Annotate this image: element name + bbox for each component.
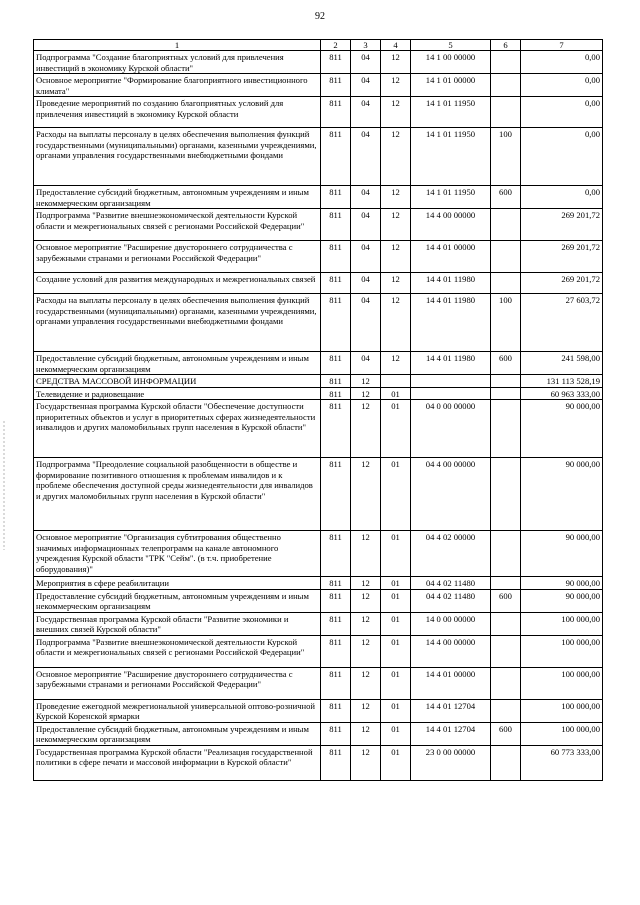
row-section-cell: 04 bbox=[351, 273, 381, 294]
table-row bbox=[34, 186, 603, 209]
row-amount-cell: 269 201,72 bbox=[521, 209, 603, 241]
row-expense-type-cell bbox=[491, 667, 521, 699]
row-expense-type-cell bbox=[491, 375, 521, 388]
row-expense-type-cell bbox=[491, 273, 521, 294]
header-cell: 2 bbox=[321, 40, 351, 51]
row-target-article-cell: 14 4 00 00000 bbox=[411, 209, 491, 241]
table-row bbox=[34, 375, 603, 388]
budget-table bbox=[33, 39, 603, 781]
row-code-cell: 811 bbox=[321, 273, 351, 294]
row-expense-type-cell bbox=[491, 51, 521, 74]
row-expense-type-cell bbox=[491, 97, 521, 128]
row-code-cell: 811 bbox=[321, 612, 351, 635]
row-code-cell: 811 bbox=[321, 400, 351, 458]
header-cell: 6 bbox=[491, 40, 521, 51]
row-expense-type-cell bbox=[491, 635, 521, 667]
row-subsection-cell: 12 bbox=[381, 241, 411, 273]
row-subsection-cell: 12 bbox=[381, 294, 411, 352]
row-code-cell: 811 bbox=[321, 51, 351, 74]
row-code-cell: 811 bbox=[321, 128, 351, 186]
row-section-cell: 04 bbox=[351, 209, 381, 241]
table-row bbox=[34, 51, 603, 74]
row-target-article-cell: 14 4 01 12704 bbox=[411, 699, 491, 722]
row-target-article-cell: 14 4 01 00000 bbox=[411, 667, 491, 699]
row-amount-cell: 241 598,00 bbox=[521, 352, 603, 375]
header-cell: 1 bbox=[34, 40, 321, 51]
row-target-article-cell bbox=[411, 387, 491, 400]
row-name-cell: Основное мероприятие "Расширение двустороннего сотрудничества с зарубежными странами и регионами Российской Федерации" bbox=[34, 667, 321, 699]
row-name-cell: Предоставление субсидий бюджетным, автономным учреждениям и иным некоммерческим организациям bbox=[34, 589, 321, 612]
row-subsection-cell: 01 bbox=[381, 699, 411, 722]
row-code-cell: 811 bbox=[321, 241, 351, 273]
row-target-article-cell: 14 1 01 11950 bbox=[411, 97, 491, 128]
row-target-article-cell: 14 0 00 00000 bbox=[411, 612, 491, 635]
row-name-cell: Государственная программа Курской области "Развитие экономики и внешних связей Курской области" bbox=[34, 612, 321, 635]
row-name-cell: Предоставление субсидий бюджетным, автономным учреждениям и иным некоммерческим организациям bbox=[34, 352, 321, 375]
row-subsection-cell: 12 bbox=[381, 186, 411, 209]
header-cell: 5 bbox=[411, 40, 491, 51]
row-target-article-cell: 04 4 02 00000 bbox=[411, 531, 491, 577]
row-section-cell: 04 bbox=[351, 97, 381, 128]
row-section-cell: 04 bbox=[351, 186, 381, 209]
table-row bbox=[34, 667, 603, 699]
row-name-cell: Подпрограмма "Развитие внешнеэкономической деятельности Курской области и межрегиональных связей с регионами Российской Федерации" bbox=[34, 209, 321, 241]
row-name-cell: Подпрограмма "Преодоление социальной разобщенности в обществе и формирование позитивного отношения к проблемам инвалидов и к проблеме обеспечения доступной среды жизнедеятельности для инвалидов и других маломобильных групп населения в Курской области" bbox=[34, 458, 321, 531]
row-target-article-cell: 04 4 02 11480 bbox=[411, 589, 491, 612]
row-expense-type-cell bbox=[491, 400, 521, 458]
row-amount-cell: 90 000,00 bbox=[521, 400, 603, 458]
row-code-cell: 811 bbox=[321, 97, 351, 128]
row-amount-cell: 0,00 bbox=[521, 186, 603, 209]
row-code-cell: 811 bbox=[321, 577, 351, 590]
row-section-cell: 12 bbox=[351, 612, 381, 635]
row-section-cell: 12 bbox=[351, 531, 381, 577]
row-subsection-cell: 01 bbox=[381, 635, 411, 667]
row-target-article-cell: 14 4 01 00000 bbox=[411, 241, 491, 273]
row-amount-cell: 269 201,72 bbox=[521, 273, 603, 294]
row-name-cell: Подпрограмма "Развитие внешнеэкономической деятельности Курской области и межрегиональных связей с регионами Российской Федерации" bbox=[34, 635, 321, 667]
table-row bbox=[34, 400, 603, 458]
row-expense-type-cell bbox=[491, 745, 521, 780]
row-name-cell: Телевидение и радиовещание bbox=[34, 387, 321, 400]
row-name-cell: Государственная программа Курской области "Реализация государственной политики в сфере печати и массовой информации в Курской области" bbox=[34, 745, 321, 780]
table-row bbox=[34, 97, 603, 128]
row-name-cell: Государственная программа Курской области "Обеспечение доступности приоритетных объектов и услуг в приоритетных сферах жизнедеятельности инвалидов и других маломобильных групп населения в Курской области" bbox=[34, 400, 321, 458]
row-target-article-cell: 14 4 01 11980 bbox=[411, 352, 491, 375]
row-subsection-cell: 12 bbox=[381, 209, 411, 241]
row-code-cell: 811 bbox=[321, 387, 351, 400]
row-subsection-cell: 01 bbox=[381, 745, 411, 780]
row-amount-cell: 100 000,00 bbox=[521, 667, 603, 699]
row-subsection-cell: 01 bbox=[381, 577, 411, 590]
table-row bbox=[34, 458, 603, 531]
row-code-cell: 811 bbox=[321, 722, 351, 745]
row-expense-type-cell bbox=[491, 209, 521, 241]
row-name-cell: Основное мероприятие "Формирование благоприятного инвестиционного климата" bbox=[34, 74, 321, 97]
row-subsection-cell: 12 bbox=[381, 97, 411, 128]
table-row bbox=[34, 241, 603, 273]
row-expense-type-cell bbox=[491, 458, 521, 531]
row-name-cell: Основное мероприятие "Расширение двустороннего сотрудничества с зарубежными странами и регионами Российской Федерации" bbox=[34, 241, 321, 273]
row-subsection-cell: 12 bbox=[381, 273, 411, 294]
row-expense-type-cell: 600 bbox=[491, 352, 521, 375]
row-target-article-cell: 14 4 00 00000 bbox=[411, 635, 491, 667]
row-amount-cell: 0,00 bbox=[521, 128, 603, 186]
row-section-cell: 04 bbox=[351, 294, 381, 352]
row-subsection-cell: 01 bbox=[381, 589, 411, 612]
row-code-cell: 811 bbox=[321, 375, 351, 388]
row-code-cell: 811 bbox=[321, 209, 351, 241]
row-target-article-cell: 14 4 01 11980 bbox=[411, 294, 491, 352]
row-section-cell: 12 bbox=[351, 589, 381, 612]
row-section-cell: 12 bbox=[351, 375, 381, 388]
row-amount-cell: 90 000,00 bbox=[521, 589, 603, 612]
row-section-cell: 12 bbox=[351, 667, 381, 699]
row-amount-cell: 100 000,00 bbox=[521, 612, 603, 635]
row-subsection-cell: 01 bbox=[381, 531, 411, 577]
row-section-cell: 04 bbox=[351, 74, 381, 97]
row-subsection-cell: 01 bbox=[381, 387, 411, 400]
row-name-cell: Расходы на выплаты персоналу в целях обеспечения выполнения функций государственными (муниципальными) органами, казенными учреждениями, органами управления государственными внебюджетными фондами bbox=[34, 294, 321, 352]
row-code-cell: 811 bbox=[321, 745, 351, 780]
row-amount-cell: 269 201,72 bbox=[521, 241, 603, 273]
row-name-cell: Мероприятия в сфере реабилитации bbox=[34, 577, 321, 590]
row-target-article-cell: 14 1 01 11950 bbox=[411, 186, 491, 209]
row-target-article-cell: 14 4 01 11980 bbox=[411, 273, 491, 294]
table-row bbox=[34, 294, 603, 352]
row-expense-type-cell bbox=[491, 612, 521, 635]
row-code-cell: 811 bbox=[321, 294, 351, 352]
row-name-cell: Предоставление субсидий бюджетным, автономным учреждениям и иным некоммерческим организациям bbox=[34, 722, 321, 745]
table-row bbox=[34, 531, 603, 577]
row-expense-type-cell: 600 bbox=[491, 722, 521, 745]
row-section-cell: 12 bbox=[351, 387, 381, 400]
row-expense-type-cell bbox=[491, 699, 521, 722]
row-code-cell: 811 bbox=[321, 667, 351, 699]
table-row bbox=[34, 387, 603, 400]
row-target-article-cell: 14 1 01 00000 bbox=[411, 74, 491, 97]
row-code-cell: 811 bbox=[321, 589, 351, 612]
row-name-cell: Создание условий для развития международных и межрегиональных связей bbox=[34, 273, 321, 294]
row-subsection-cell bbox=[381, 375, 411, 388]
row-subsection-cell: 12 bbox=[381, 128, 411, 186]
row-section-cell: 12 bbox=[351, 400, 381, 458]
row-expense-type-cell bbox=[491, 387, 521, 400]
row-section-cell: 04 bbox=[351, 51, 381, 74]
row-subsection-cell: 01 bbox=[381, 722, 411, 745]
row-amount-cell: 131 113 528,19 bbox=[521, 375, 603, 388]
row-name-cell: Подпрограмма "Создание благоприятных условий для привлечения инвестиций в экономику Курской области" bbox=[34, 51, 321, 74]
row-subsection-cell: 01 bbox=[381, 458, 411, 531]
table-row bbox=[34, 577, 603, 590]
table-row bbox=[34, 635, 603, 667]
row-section-cell: 04 bbox=[351, 241, 381, 273]
row-subsection-cell: 12 bbox=[381, 74, 411, 97]
table-row bbox=[34, 209, 603, 241]
table-row bbox=[34, 699, 603, 722]
row-target-article-cell: 04 0 00 00000 bbox=[411, 400, 491, 458]
row-code-cell: 811 bbox=[321, 699, 351, 722]
row-section-cell: 12 bbox=[351, 458, 381, 531]
row-expense-type-cell bbox=[491, 531, 521, 577]
row-name-cell: Расходы на выплаты персоналу в целях обеспечения выполнения функций государственными (муниципальными) органами, казенными учреждениями, органами управления государственными внебюджетными фондами bbox=[34, 128, 321, 186]
row-amount-cell: 27 603,72 bbox=[521, 294, 603, 352]
row-target-article-cell: 14 1 01 11950 bbox=[411, 128, 491, 186]
row-section-cell: 12 bbox=[351, 722, 381, 745]
table-row bbox=[34, 722, 603, 745]
row-target-article-cell bbox=[411, 375, 491, 388]
row-code-cell: 811 bbox=[321, 74, 351, 97]
header-cell: 4 bbox=[381, 40, 411, 51]
table-row bbox=[34, 352, 603, 375]
row-subsection-cell: 01 bbox=[381, 612, 411, 635]
row-code-cell: 811 bbox=[321, 531, 351, 577]
row-expense-type-cell: 100 bbox=[491, 294, 521, 352]
row-name-cell: Проведение мероприятий по созданию благоприятных условий для привлечения инвестиций в экономику Курской области bbox=[34, 97, 321, 128]
row-amount-cell: 90 000,00 bbox=[521, 458, 603, 531]
row-subsection-cell: 01 bbox=[381, 667, 411, 699]
header-cell: 7 bbox=[521, 40, 603, 51]
row-expense-type-cell bbox=[491, 74, 521, 97]
row-section-cell: 12 bbox=[351, 635, 381, 667]
row-section-cell: 12 bbox=[351, 699, 381, 722]
header-cell: 3 bbox=[351, 40, 381, 51]
row-section-cell: 04 bbox=[351, 352, 381, 375]
row-target-article-cell: 23 0 00 00000 bbox=[411, 745, 491, 780]
table-row bbox=[34, 273, 603, 294]
row-name-cell: Предоставление субсидий бюджетным, автономным учреждениям и иным некоммерческим организациям bbox=[34, 186, 321, 209]
row-subsection-cell: 12 bbox=[381, 352, 411, 375]
table-row bbox=[34, 745, 603, 780]
row-code-cell: 811 bbox=[321, 186, 351, 209]
row-code-cell: 811 bbox=[321, 635, 351, 667]
row-name-cell: Основное мероприятие "Организация субтитрования общественно значимых информационных телепрограмм на канале автономного учреждения Курской области "ТРК "Сейм". (в т.ч. приобретение оборудования)" bbox=[34, 531, 321, 577]
row-name-cell: СРЕДСТВА МАССОВОЙ ИНФОРМАЦИИ bbox=[34, 375, 321, 388]
row-amount-cell: 0,00 bbox=[521, 51, 603, 74]
row-amount-cell: 60 963 333,00 bbox=[521, 387, 603, 400]
row-expense-type-cell: 600 bbox=[491, 186, 521, 209]
row-amount-cell: 100 000,00 bbox=[521, 699, 603, 722]
row-amount-cell: 60 773 333,00 bbox=[521, 745, 603, 780]
row-amount-cell: 100 000,00 bbox=[521, 722, 603, 745]
row-section-cell: 12 bbox=[351, 745, 381, 780]
page-number: 92 bbox=[315, 11, 325, 22]
row-name-cell: Проведение ежегодной межрегиональной универсальной оптово-розничной Курской Коренской ярмарки bbox=[34, 699, 321, 722]
row-expense-type-cell bbox=[491, 241, 521, 273]
row-amount-cell: 90 000,00 bbox=[521, 531, 603, 577]
scan-margin-marks bbox=[3, 420, 5, 550]
row-target-article-cell: 04 4 02 11480 bbox=[411, 577, 491, 590]
row-section-cell: 04 bbox=[351, 128, 381, 186]
row-subsection-cell: 01 bbox=[381, 400, 411, 458]
row-amount-cell: 0,00 bbox=[521, 74, 603, 97]
table-row bbox=[34, 589, 603, 612]
table-row bbox=[34, 128, 603, 186]
table-row bbox=[34, 74, 603, 97]
row-expense-type-cell bbox=[491, 577, 521, 590]
row-target-article-cell: 14 4 01 12704 bbox=[411, 722, 491, 745]
row-amount-cell: 0,00 bbox=[521, 97, 603, 128]
row-code-cell: 811 bbox=[321, 458, 351, 531]
row-expense-type-cell: 100 bbox=[491, 128, 521, 186]
row-amount-cell: 90 000,00 bbox=[521, 577, 603, 590]
table-row bbox=[34, 612, 603, 635]
row-section-cell: 12 bbox=[351, 577, 381, 590]
row-target-article-cell: 04 4 00 00000 bbox=[411, 458, 491, 531]
row-subsection-cell: 12 bbox=[381, 51, 411, 74]
row-target-article-cell: 14 1 00 00000 bbox=[411, 51, 491, 74]
header-row bbox=[34, 40, 603, 51]
row-expense-type-cell: 600 bbox=[491, 589, 521, 612]
row-amount-cell: 100 000,00 bbox=[521, 635, 603, 667]
row-code-cell: 811 bbox=[321, 352, 351, 375]
